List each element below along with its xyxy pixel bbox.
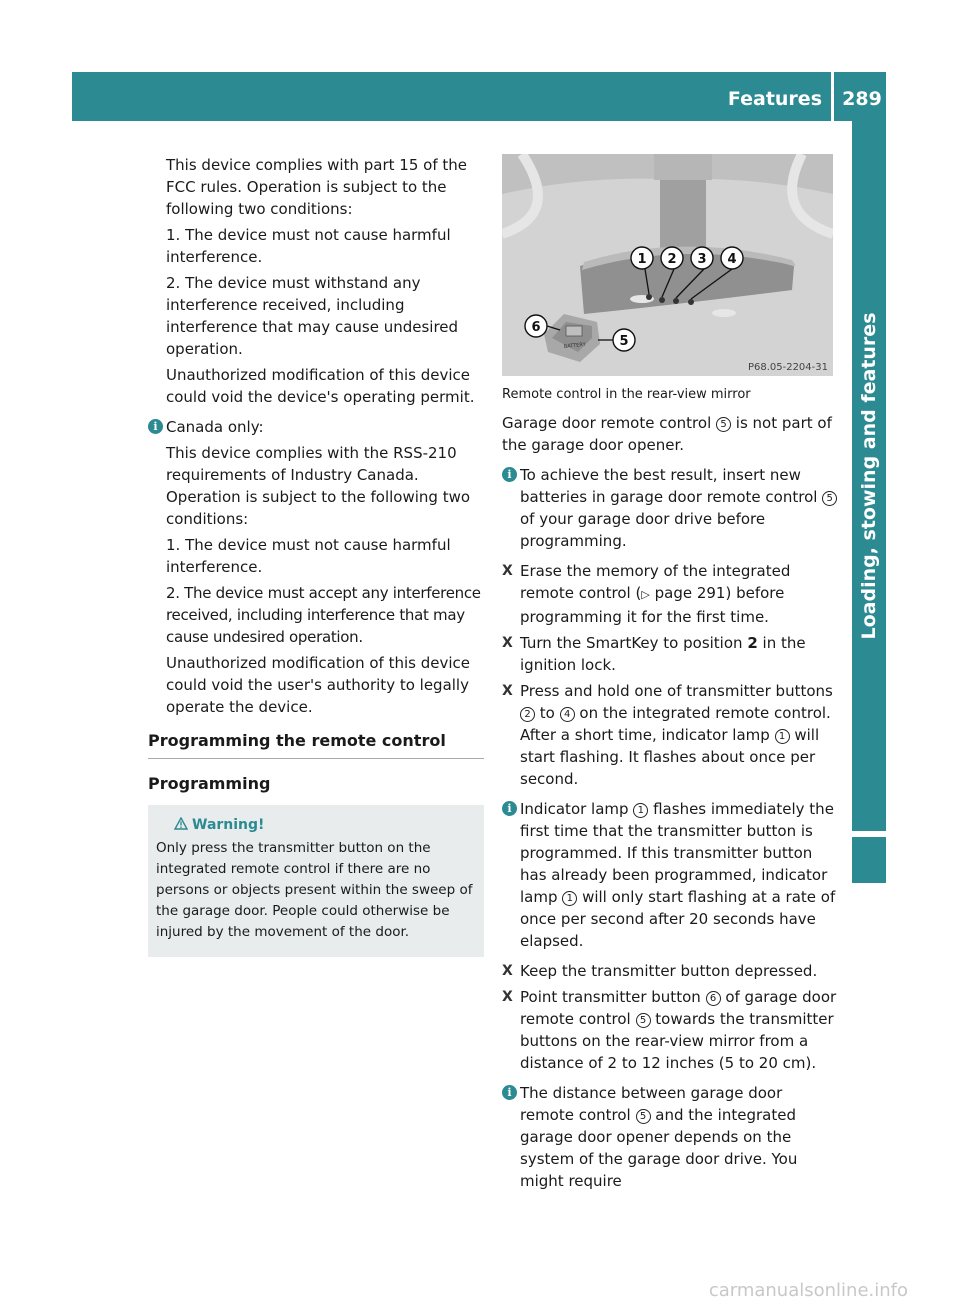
warning-box [148, 805, 484, 957]
callout-1: 1 [637, 252, 647, 267]
fcc-condition-2: 2. The device must withstand any interference received, including interference that may cause undesired operation. [166, 274, 459, 358]
canada-info [148, 416, 484, 718]
header-divider [831, 72, 834, 121]
canada-note: Unauthorized modification of this device could void the user's authority to legally operate the device. [166, 654, 470, 716]
warning-text: Only press the transmitter button on the integrated remote control if there are no persons or objects present within the sweep of the garage door. People could otherwise be injured by the movement of the door. [156, 840, 473, 940]
remote-not-part-text: Garage door remote control 5 is not part of the garage door opener. [502, 414, 832, 454]
callout-3: 3 [697, 252, 707, 267]
step-icon: X [502, 563, 513, 579]
info-icon: i [502, 801, 517, 816]
step-icon: X [502, 989, 513, 1005]
footer-watermark: carmanualsonline.info [708, 1280, 908, 1301]
distance-info: i The distance between garage door remote control 5 and the integrated garage door opener depends on the system of the garage door drive. You might require [502, 1082, 838, 1192]
callout-2: 2 [667, 252, 677, 267]
step-smartkey: X Turn the SmartKey to position 2 in the ignition lock. [502, 634, 806, 674]
warning-title [156, 815, 476, 836]
figure-caption: Remote control in the rear-view mirror [502, 387, 751, 402]
side-tab-marker [852, 837, 886, 883]
fcc-intro: This device complies with part 15 of the FCC rules. Operation is subject to the following two conditions: [166, 156, 467, 218]
canada-title: Canada only: [166, 418, 264, 436]
chapter-side-tab-label: Loading, stowing and features [858, 312, 880, 640]
header-section-title: Features [727, 88, 822, 110]
warning-icon [174, 817, 188, 830]
callout-6: 6 [531, 320, 541, 335]
section-heading: Programming the remote control [148, 730, 484, 759]
callout-4: 4 [727, 252, 737, 267]
step-icon: X [502, 635, 513, 651]
info-icon: i [148, 419, 163, 434]
page-ref-arrow-icon: ▷ [641, 588, 650, 601]
rear-view-mirror-figure [502, 154, 833, 376]
step-icon: X [502, 963, 513, 979]
fcc-note: Unauthorized modification of this device could void the device's operating permit. [166, 366, 475, 406]
battery-label: BATTERY [563, 341, 586, 350]
canada-condition-1: 1. The device must not cause harmful interference. [166, 536, 451, 576]
page-number: 289 [842, 88, 882, 110]
canada-condition-2: 2. The device must accept any interference received, including interference that may cause undesired operation. [166, 584, 481, 646]
step-point-remote: X Point transmitter button 6 of garage door remote control 5 towards the transmitter buttons on the rear-view mirror from a distance of 2 to 12 inches (5 to 20 cm). [502, 988, 837, 1072]
step-press-hold: X Press and hold one of transmitter buttons 2 to 4 on the integrated remote control. After a short time, indicator lamp 1 will start flashing. It flashes about once per second. [502, 682, 833, 788]
step-keep-depressed: X Keep the transmitter button depressed. [502, 962, 818, 980]
fcc-condition-1: 1. The device must not cause harmful interference. [166, 226, 451, 266]
mirror-illustration [502, 154, 833, 376]
callout-5: 5 [619, 334, 629, 349]
step-icon: X [502, 683, 513, 699]
info-icon: i [502, 1085, 517, 1100]
subsection-heading: Programming [148, 774, 271, 793]
info-icon: i [502, 467, 517, 482]
battery-info: i To achieve the best result, insert new batteries in garage door remote control 5 of your garage door drive before programming. [502, 464, 838, 552]
step-erase-memory: X Erase the memory of the integrated remote control (▷ page 291) before programming it for the first time. [502, 562, 791, 626]
warning-title-text: Warning! [192, 817, 265, 833]
canada-intro: This device complies with the RSS-210 requirements of Industry Canada. Operation is subject to the following two conditions: [166, 444, 471, 528]
figure-code: P68.05-2204-31 [747, 362, 828, 373]
left-column [148, 154, 484, 957]
indicator-info: i Indicator lamp 1 flashes immediately the first time that the transmitter button is programmed. If this transmitter button has already been programmed, indicator lamp 1 will only start flashing at a rate of once per second after 20 seconds have elapsed. [502, 798, 838, 952]
right-column [502, 154, 838, 1196]
